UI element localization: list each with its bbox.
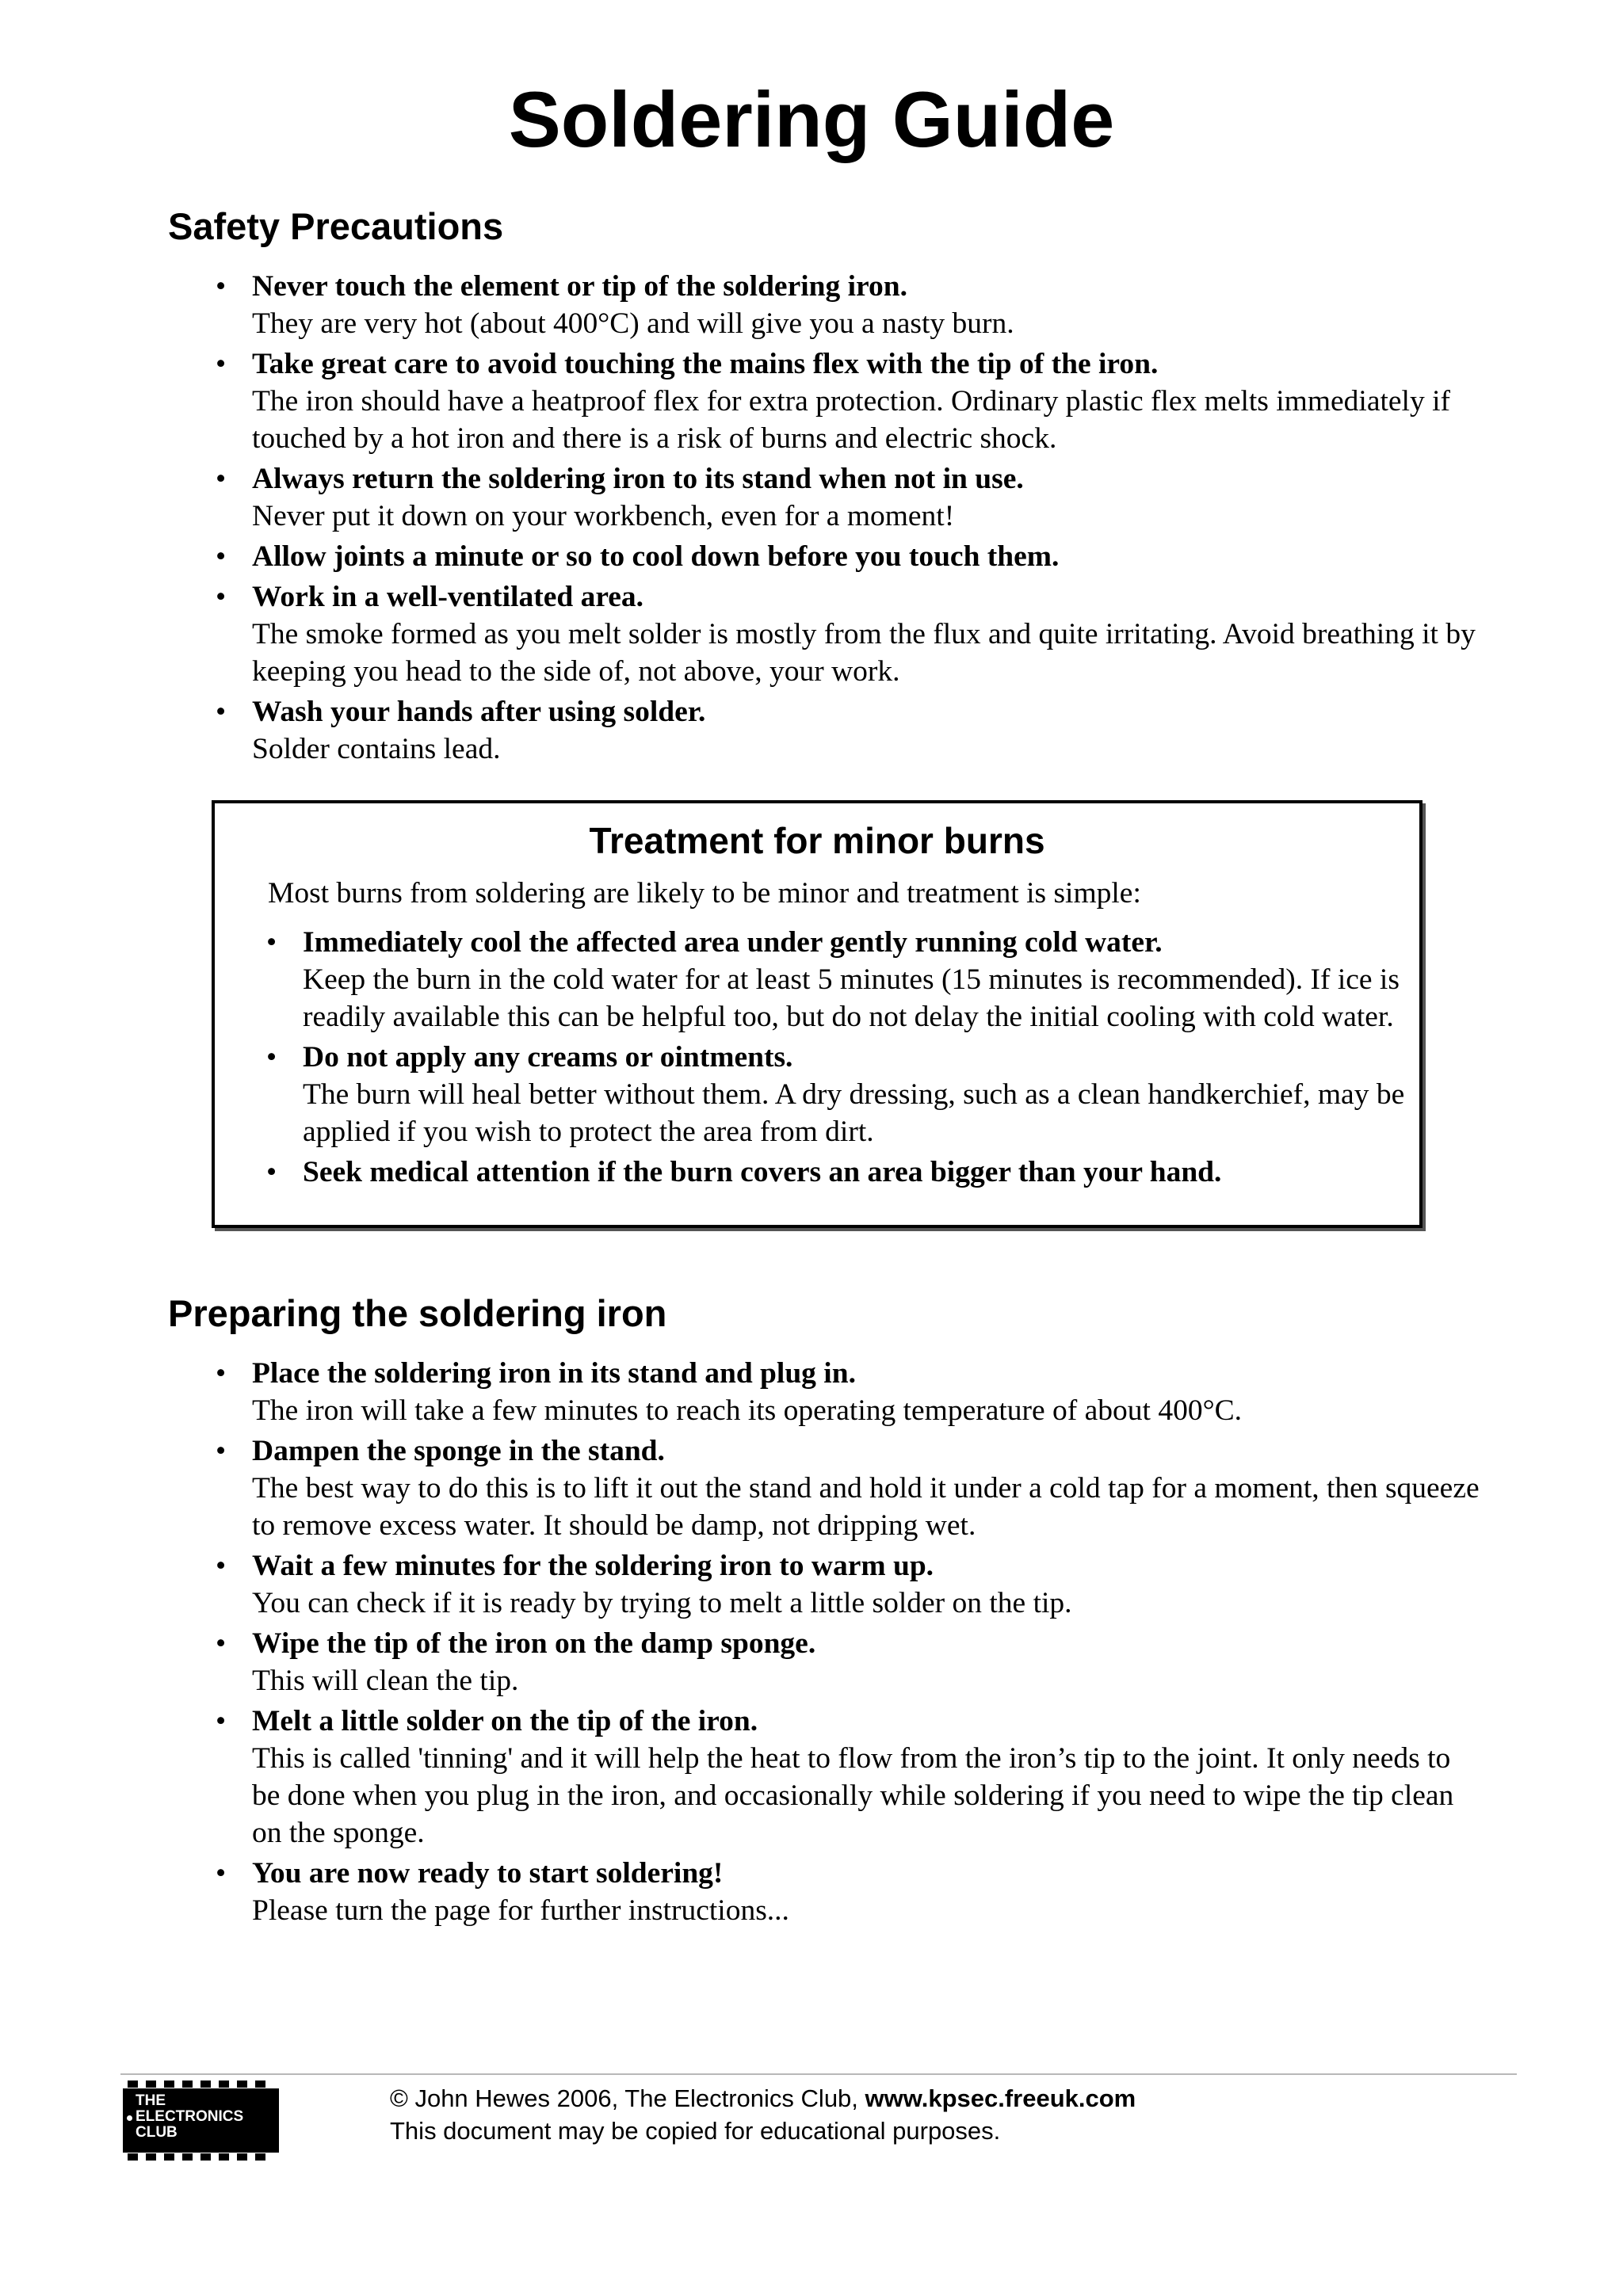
bullet-icon: • xyxy=(266,1041,277,1074)
minor-burns-title: Treatment for minor burns xyxy=(589,820,1045,861)
item-lead: Immediately cool the affected area under gently running cold water. xyxy=(303,926,1163,959)
list-item xyxy=(216,1432,1484,1544)
item-body: The burn will heal better without them. A dry dressing, such as a clean handkerchief, may be applied if you wish to protect the area from dirt. xyxy=(303,1078,1405,1148)
item-lead: Wipe the tip of the iron on the damp sponge. xyxy=(252,1627,816,1660)
chip-pin xyxy=(164,2153,174,2161)
item-body: Keep the burn in the cold water for at least 5 minutes (15 minutes is recommended). If ice is readily available this can be helpful too, but do not delay the initial cooling with cold water. xyxy=(303,963,1400,1033)
item-lead: Allow joints a minute or so to cool down before you touch them. xyxy=(252,540,1060,573)
footer-text xyxy=(390,2082,1136,2147)
list-item xyxy=(216,1703,1484,1852)
footer-website-link[interactable]: www.kpsec.freeuk.com xyxy=(865,2084,1136,2112)
list-item xyxy=(266,1039,1407,1150)
item-body: The best way to do this is to lift it out the stand and hold it under a cold tap for a moment, then squeeze to remove excess water. It should be damp, not dripping wet. xyxy=(252,1472,1480,1542)
footer-copyright-line xyxy=(390,2082,1136,2115)
page-title: Soldering Guide xyxy=(508,75,1115,163)
chip-body xyxy=(123,2088,279,2153)
bullet-icon: • xyxy=(216,270,227,303)
item-lead: Place the soldering iron in its stand and plug in. xyxy=(252,1357,856,1390)
item-lead: You are now ready to start soldering! xyxy=(252,1857,724,1890)
list-item xyxy=(216,345,1484,457)
item-body: The iron should have a heatproof flex for extra protection. Ordinary plastic flex melts immediately if touched by a hot iron and there is a risk of burns and electric shock. xyxy=(252,385,1450,455)
item-body: Solder contains lead. xyxy=(252,733,501,765)
electronics-club-logo xyxy=(123,2081,279,2161)
minor-burns-intro: Most burns from soldering are likely to be minor and treatment is simple: xyxy=(268,877,1141,910)
list-item xyxy=(216,460,1484,535)
item-lead: Work in a well-ventilated area. xyxy=(252,581,644,613)
item-lead: Wash your hands after using solder. xyxy=(252,696,706,728)
item-body: Never put it down on your workbench, even for a moment! xyxy=(252,500,955,532)
chip-dot-icon xyxy=(127,2115,132,2121)
chip-pin xyxy=(237,2081,247,2088)
item-body: This will clean the tip. xyxy=(252,1665,519,1697)
logo-line: ELECTRONICS xyxy=(136,2108,244,2125)
item-body: Please turn the page for further instructions... xyxy=(252,1894,789,1927)
bullet-icon: • xyxy=(216,1357,227,1390)
safety-precautions-heading: Safety Precautions xyxy=(168,205,504,247)
item-body: You can check if it is ready by trying to melt a little solder on the tip. xyxy=(252,1587,1072,1619)
chip-pin xyxy=(182,2081,193,2088)
chip-pin xyxy=(200,2153,211,2161)
bullet-icon: • xyxy=(216,463,227,495)
chip-pin xyxy=(146,2081,156,2088)
list-item xyxy=(266,1154,1407,1191)
bullet-icon: • xyxy=(216,581,227,613)
chip-pin xyxy=(255,2153,265,2161)
preparing-iron-heading: Preparing the soldering iron xyxy=(168,1292,667,1334)
footer-note: This document may be copied for educational purposes. xyxy=(390,2117,1001,2145)
bullet-icon: • xyxy=(216,1857,227,1890)
list-item xyxy=(216,1547,1484,1622)
list-item xyxy=(216,693,1484,768)
bullet-icon: • xyxy=(216,696,227,728)
minor-burns-box xyxy=(212,800,1423,1228)
item-body: This is called 'tinning' and it will help the heat to flow from the iron’s tip to the joint. It only needs to be done when you plug in the iron, and occasionally while soldering if you need to wipe the tip clean on the sponge. xyxy=(252,1742,1454,1849)
minor-burns-list xyxy=(266,924,1407,1194)
item-body: The iron will take a few minutes to reach its operating temperature of about 400°C. xyxy=(252,1394,1242,1427)
list-item xyxy=(266,924,1407,1035)
bullet-icon: • xyxy=(216,1627,227,1660)
chip-pin xyxy=(219,2153,229,2161)
item-body: The smoke formed as you melt solder is mostly from the flux and quite irritating. Avoid breathing it by keeping you head to the side of, not above, your work. xyxy=(252,618,1476,688)
footer-copyright: © John Hewes 2006, The Electronics Club, xyxy=(390,2084,865,2112)
logo-line: THE xyxy=(136,2092,166,2109)
chip-pin xyxy=(164,2081,174,2088)
bullet-icon: • xyxy=(216,1705,227,1737)
item-lead: Melt a little solder on the tip of the iron. xyxy=(252,1705,758,1737)
chip-pin xyxy=(128,2153,138,2161)
chip-pin xyxy=(219,2081,229,2088)
bullet-icon: • xyxy=(216,348,227,380)
item-lead: Dampen the sponge in the stand. xyxy=(252,1435,665,1467)
chip-pin xyxy=(255,2081,265,2088)
preparing-iron-list xyxy=(216,1355,1484,1932)
list-item xyxy=(216,268,1484,342)
chip-pin xyxy=(128,2081,138,2088)
list-item xyxy=(216,538,1484,575)
chip-pin xyxy=(200,2081,211,2088)
bullet-icon: • xyxy=(216,540,227,573)
item-lead: Never touch the element or tip of the soldering iron. xyxy=(252,270,907,303)
item-lead: Always return the soldering iron to its stand when not in use. xyxy=(252,463,1024,495)
item-lead: Take great care to avoid touching the mains flex with the tip of the iron. xyxy=(252,348,1159,380)
bullet-icon: • xyxy=(266,1156,277,1188)
bullet-icon: • xyxy=(266,926,277,959)
logo-line: CLUB xyxy=(136,2124,178,2141)
bullet-icon: • xyxy=(216,1550,227,1582)
item-lead: Wait a few minutes for the soldering iron to warm up. xyxy=(252,1550,934,1582)
chip-pin xyxy=(182,2153,193,2161)
list-item xyxy=(216,1625,1484,1699)
footer-divider xyxy=(120,2073,1517,2075)
bullet-icon: • xyxy=(216,1435,227,1467)
safety-precautions-list xyxy=(216,268,1484,771)
item-lead: Seek medical attention if the burn covers an area bigger than your hand. xyxy=(303,1156,1222,1188)
chip-pin xyxy=(146,2153,156,2161)
item-body: They are very hot (about 400°C) and will give you a nasty burn. xyxy=(252,307,1014,340)
item-lead: Do not apply any creams or ointments. xyxy=(303,1041,793,1074)
chip-pin xyxy=(237,2153,247,2161)
list-item xyxy=(216,578,1484,690)
list-item xyxy=(216,1855,1484,1929)
list-item xyxy=(216,1355,1484,1429)
